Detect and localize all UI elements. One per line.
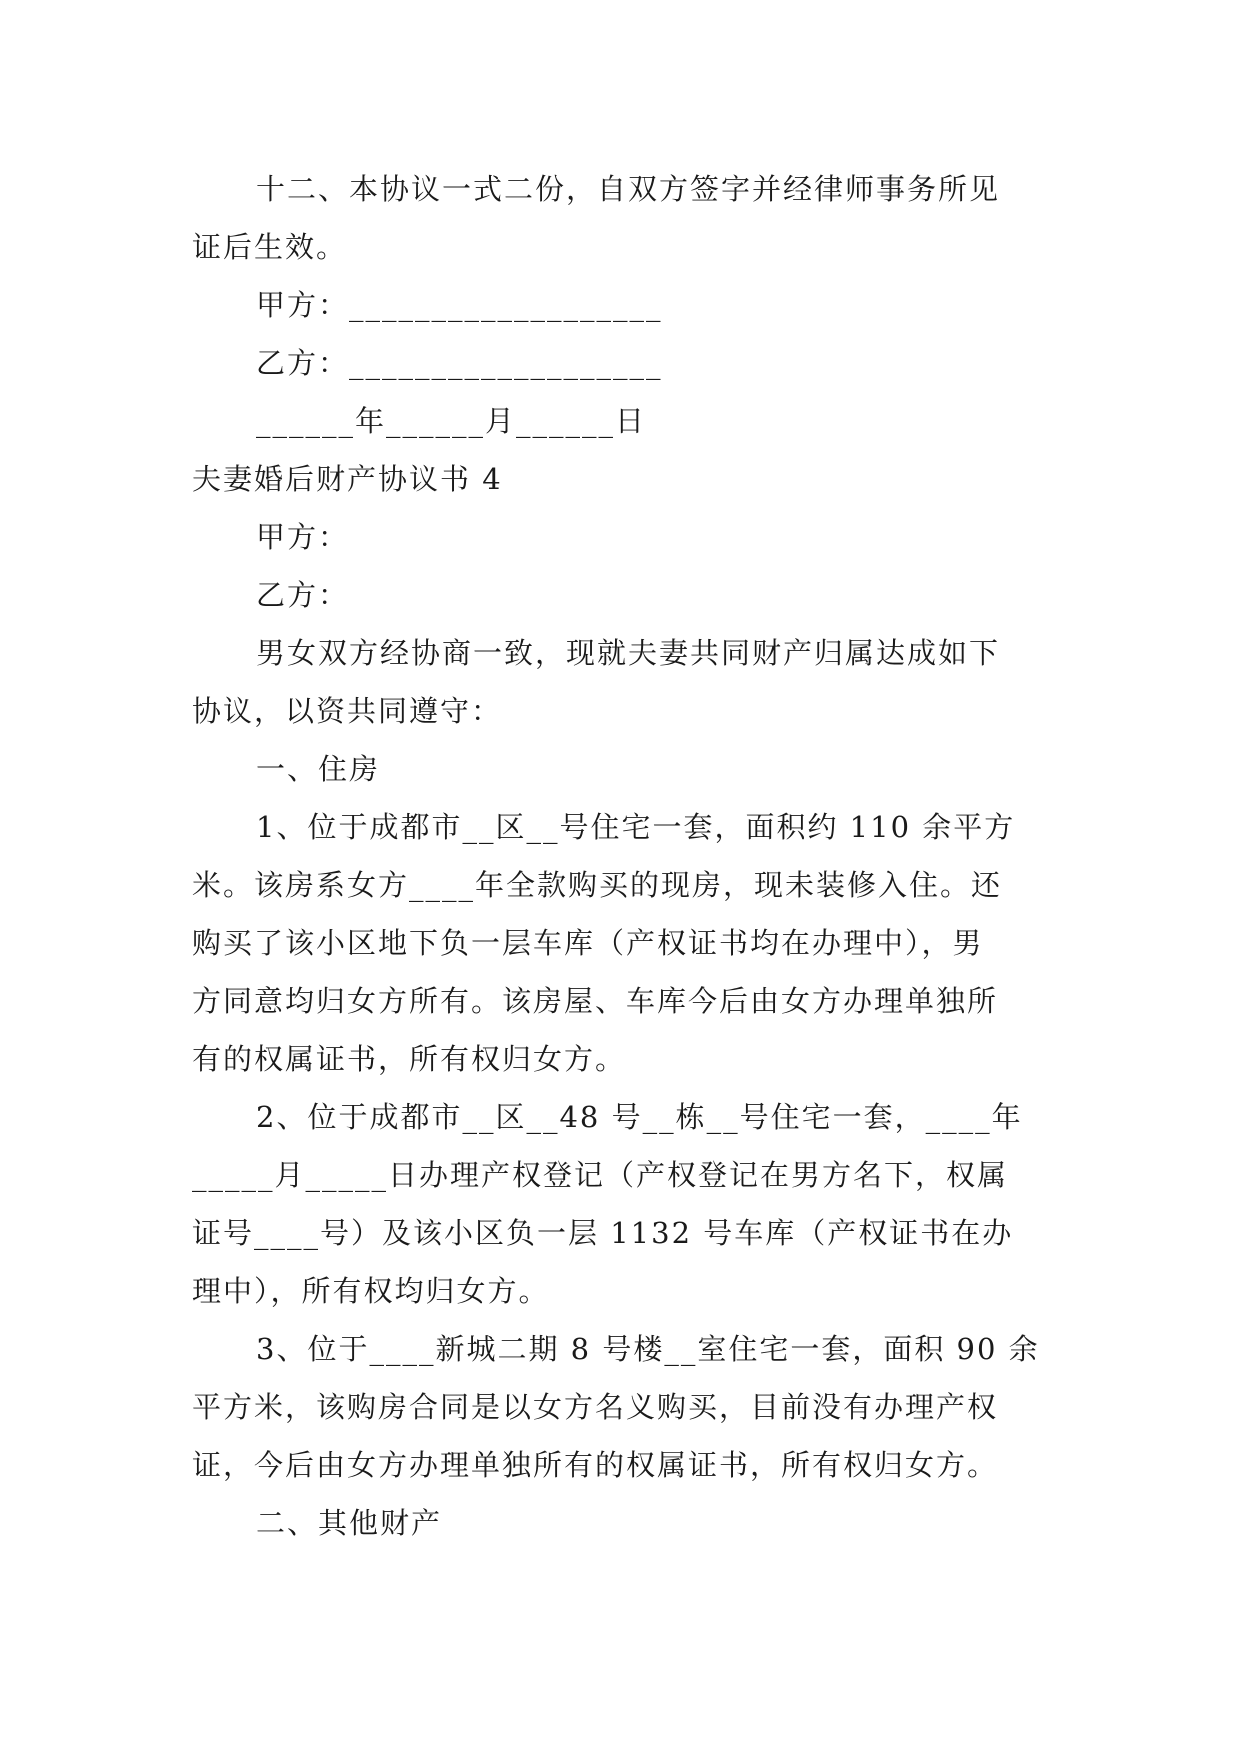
party-a-signature-line: 甲方：___________________ — [256, 288, 663, 322]
item-1-line-2: 米。该房系女方____年全款购买的现房，现未装修入住。还 — [192, 868, 1003, 902]
clause-12-line-2: 证后生效。 — [192, 230, 348, 264]
item-1-line-3: 购买了该小区地下负一层车库（产权证书均在办理中），男 — [192, 926, 984, 960]
item-2-line-3: 证号____号）及该小区负一层 1132 号车库（产权证书在办 — [192, 1216, 1014, 1250]
section-title: 夫妻婚后财产协议书 4 — [192, 462, 503, 496]
clause-12-line-1: 十二、本协议一式二份，自双方签字并经律师事务所见 — [256, 172, 1001, 206]
item-3-line-2: 平方米，该购房合同是以女方名义购买，目前没有办理产权 — [192, 1390, 999, 1424]
heading-other-property: 二、其他财产 — [256, 1506, 443, 1540]
heading-housing: 一、住房 — [256, 752, 381, 786]
party-b-label: 乙方： — [256, 578, 350, 612]
document-body — [192, 160, 1052, 1552]
item-2-line-1: 2、位于成都市__区__48 号__栋__号住宅一套，____年 — [256, 1100, 1023, 1134]
item-3-line-1: 3、位于____新城二期 8 号楼__室住宅一套，面积 90 余 — [256, 1332, 1040, 1366]
item-1-line-5: 有的权属证书，所有权归女方。 — [192, 1042, 627, 1076]
item-2-line-4: 理中），所有权均归女方。 — [192, 1274, 550, 1308]
party-b-signature-line: 乙方：___________________ — [256, 346, 663, 380]
party-a-label: 甲方： — [256, 520, 350, 554]
preamble-line-2: 协议，以资共同遵守： — [192, 694, 503, 728]
item-1-line-1: 1、位于成都市__区__号住宅一套，面积约 110 余平方 — [256, 810, 1016, 844]
item-1-line-4: 方同意均归女方所有。该房屋、车库今后由女方办理单独所 — [192, 984, 999, 1018]
item-3-line-3: 证，今后由女方办理单独所有的权属证书，所有权归女方。 — [192, 1448, 999, 1482]
date-line: ______年______月______日 — [256, 404, 647, 438]
preamble-line-1: 男女双方经协商一致，现就夫妻共同财产归属达成如下 — [256, 636, 1001, 670]
item-2-line-2: _____月_____日办理产权登记（产权登记在男方名下，权属 — [192, 1158, 1009, 1192]
